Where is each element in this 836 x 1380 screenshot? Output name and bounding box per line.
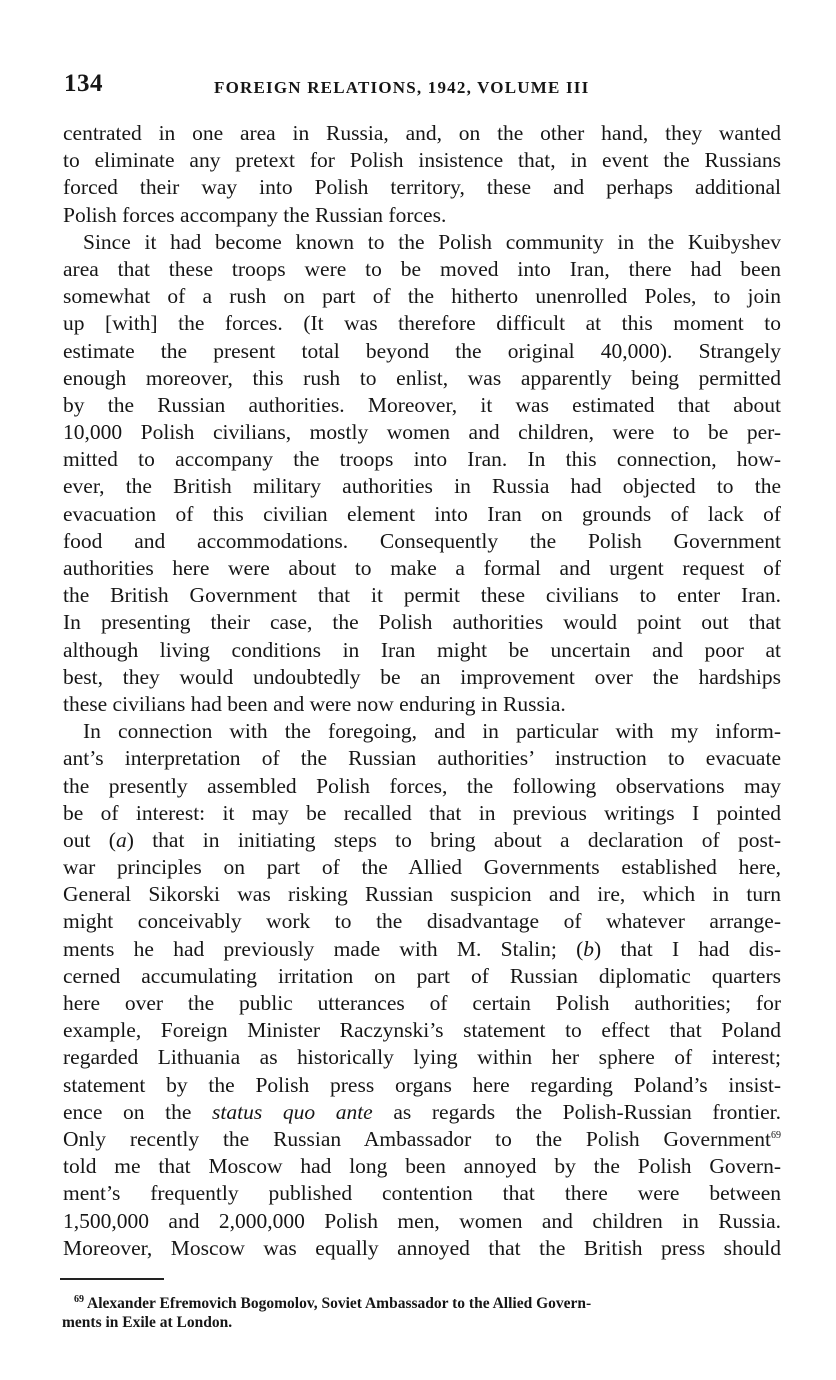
text-line-content: might conceivably work to the disadvantage of whatever arrange- [63,909,781,934]
text-line-content: ments he had previously made with M. Stalin; (b) that I had dis- [63,936,781,961]
text-line [63,854,781,881]
text-line [63,283,781,310]
text-line-content: to eliminate any pretext for Polish insistence that, in event the Russians [63,148,781,173]
text-line-content: these civilians had been and were now enduring in Russia. [63,691,566,716]
text-line-content: told me that Moscow had long been annoyed by the Polish Govern- [63,1154,781,1179]
text-line-content: best, they would undoubtedly be an improvement over the hardships [63,664,781,689]
text-line-content: regarded Lithuania as historically lying within her sphere of interest; [63,1045,781,1070]
text-line [63,691,781,718]
text-line-content: ence on the status quo ante as regards the Polish-Russian frontier. [63,1099,781,1124]
text-line-content: enough moreover, this rush to enlist, was apparently being permitted [63,365,781,390]
footnote-reference: 69 [771,1129,781,1141]
footnote [62,1290,780,1332]
text-line-content: ant’s interpretation of the Russian authorities’ instruction to evacuate [63,746,781,771]
text-line-content: Only recently the Russian Ambassador to the Polish Government [63,1126,771,1151]
text-line [63,990,781,1017]
text-line [63,908,781,935]
footnote-text: Alexander Efremovich Bogomolov, Soviet Ambassador to the Allied Govern- [87,1295,592,1312]
text-line [63,174,781,201]
text-line [63,800,781,827]
text-line-content: although living conditions in Iran might be uncertain and poor at [63,637,781,662]
text-line-content: the British Government that it permit these civilians to enter Iran. [63,583,781,608]
text-line-content: here over the public utterances of certain Polish authorities; for [63,991,781,1015]
page-number: 134 [64,70,103,97]
text-line [63,963,781,990]
text-line [63,229,781,256]
text-line-content: In connection with the foregoing, and in particular with my inform- [83,719,781,744]
text-line-content: centrated in one area in Russia, and, on the other hand, they wanted [63,121,781,145]
text-line [63,827,781,854]
text-line-content: Moreover, Moscow was equally annoyed that the British press should [63,1235,781,1260]
text-line-content: ment’s frequently published contention that there were between [63,1181,781,1206]
text-line-content: General Sikorski was risking Russian suspicion and ire, which in turn [63,882,781,907]
text-line-content: 1,500,000 and 2,000,000 Polish men, women and children in Russia. [63,1208,781,1233]
text-line [63,609,781,636]
text-line-content: somewhat of a rush on part of the hitherto unenrolled Poles, to join [63,284,781,309]
text-line-content: statement by the Polish press organs here regarding Poland’s insist- [63,1072,781,1097]
text-line [63,365,781,392]
text-line [63,664,781,691]
text-line [63,881,781,908]
text-line-content: the presently assembled Polish forces, the following observations may [63,773,781,798]
text-line-content: 10,000 Polish civilians, mostly women and children, were to be per- [63,420,781,445]
text-line [63,1072,781,1099]
running-title: FOREIGN RELATIONS, 1942, VOLUME III [214,78,590,97]
text-line [63,1044,781,1071]
text-line-content: up [with] the forces. (It was therefore difficult at this moment to [63,311,781,336]
text-line [63,419,781,446]
text-line [63,745,781,772]
text-line-content: by the Russian authorities. Moreover, it was estimated that about [63,392,781,417]
text-line [63,338,781,365]
text-line [63,473,781,500]
footnote-line [62,1290,780,1313]
text-line [63,147,781,174]
text-line-content: cerned accumulating irritation on part of Russian diplomatic quarters [63,963,781,988]
text-line-content: food and accommodations. Consequently the Polish Government [63,528,781,553]
text-line [63,1126,781,1153]
text-line [63,936,781,963]
text-line-content: forced their way into Polish territory, these and perhaps additional [63,175,781,200]
text-line [63,555,781,582]
footnote-line [62,1313,780,1332]
text-line-content: authorities here were about to make a formal and urgent request of [63,556,781,580]
text-line-content: Polish forces accompany the Russian forces. [63,202,447,227]
text-line-content: Since it had become known to the Polish community in the Kuibyshev [83,229,781,254]
text-line [63,310,781,337]
text-line [63,773,781,800]
text-line [63,202,781,229]
footnote-divider [60,1278,164,1280]
text-line [63,1017,781,1044]
body-text [63,120,781,1262]
text-line-content: estimate the present total beyond the original 40,000). Strangely [63,338,781,363]
text-line-content: In presenting their case, the Polish authorities would point out that [63,610,781,635]
text-line-content: area that these troops were to be moved into Iran, there had been [63,256,781,281]
text-line [63,501,781,528]
text-line [63,256,781,283]
footnote-text: ments in Exile at London. [62,1314,233,1331]
text-line [63,120,781,147]
text-line [63,582,781,609]
text-line [63,718,781,745]
text-line [63,1180,781,1207]
text-line [63,392,781,419]
text-line [63,1208,781,1235]
text-line-content: be of interest: it may be recalled that in previous writings I pointed [63,800,781,825]
text-line [63,1099,781,1126]
text-line-content: example, Foreign Minister Raczynski’s statement to effect that Poland [63,1018,781,1043]
text-line [63,1153,781,1180]
text-line-content: out (a) that in initiating steps to bring about a declaration of post- [63,827,781,852]
text-line-content: mitted to accompany the troops into Iran. In this connection, how- [63,447,781,472]
text-line-content: ever, the British military authorities in Russia had objected to the [63,474,781,499]
page-header [64,70,780,104]
text-line-content: evacuation of this civilian element into Iran on grounds of lack of [63,501,781,526]
text-line [63,528,781,555]
text-line-content: war principles on part of the Allied Governments established here, [63,855,781,880]
footnote-marker: 69 [74,1294,84,1305]
text-line [63,446,781,473]
text-line [63,1235,781,1262]
text-line [63,637,781,664]
